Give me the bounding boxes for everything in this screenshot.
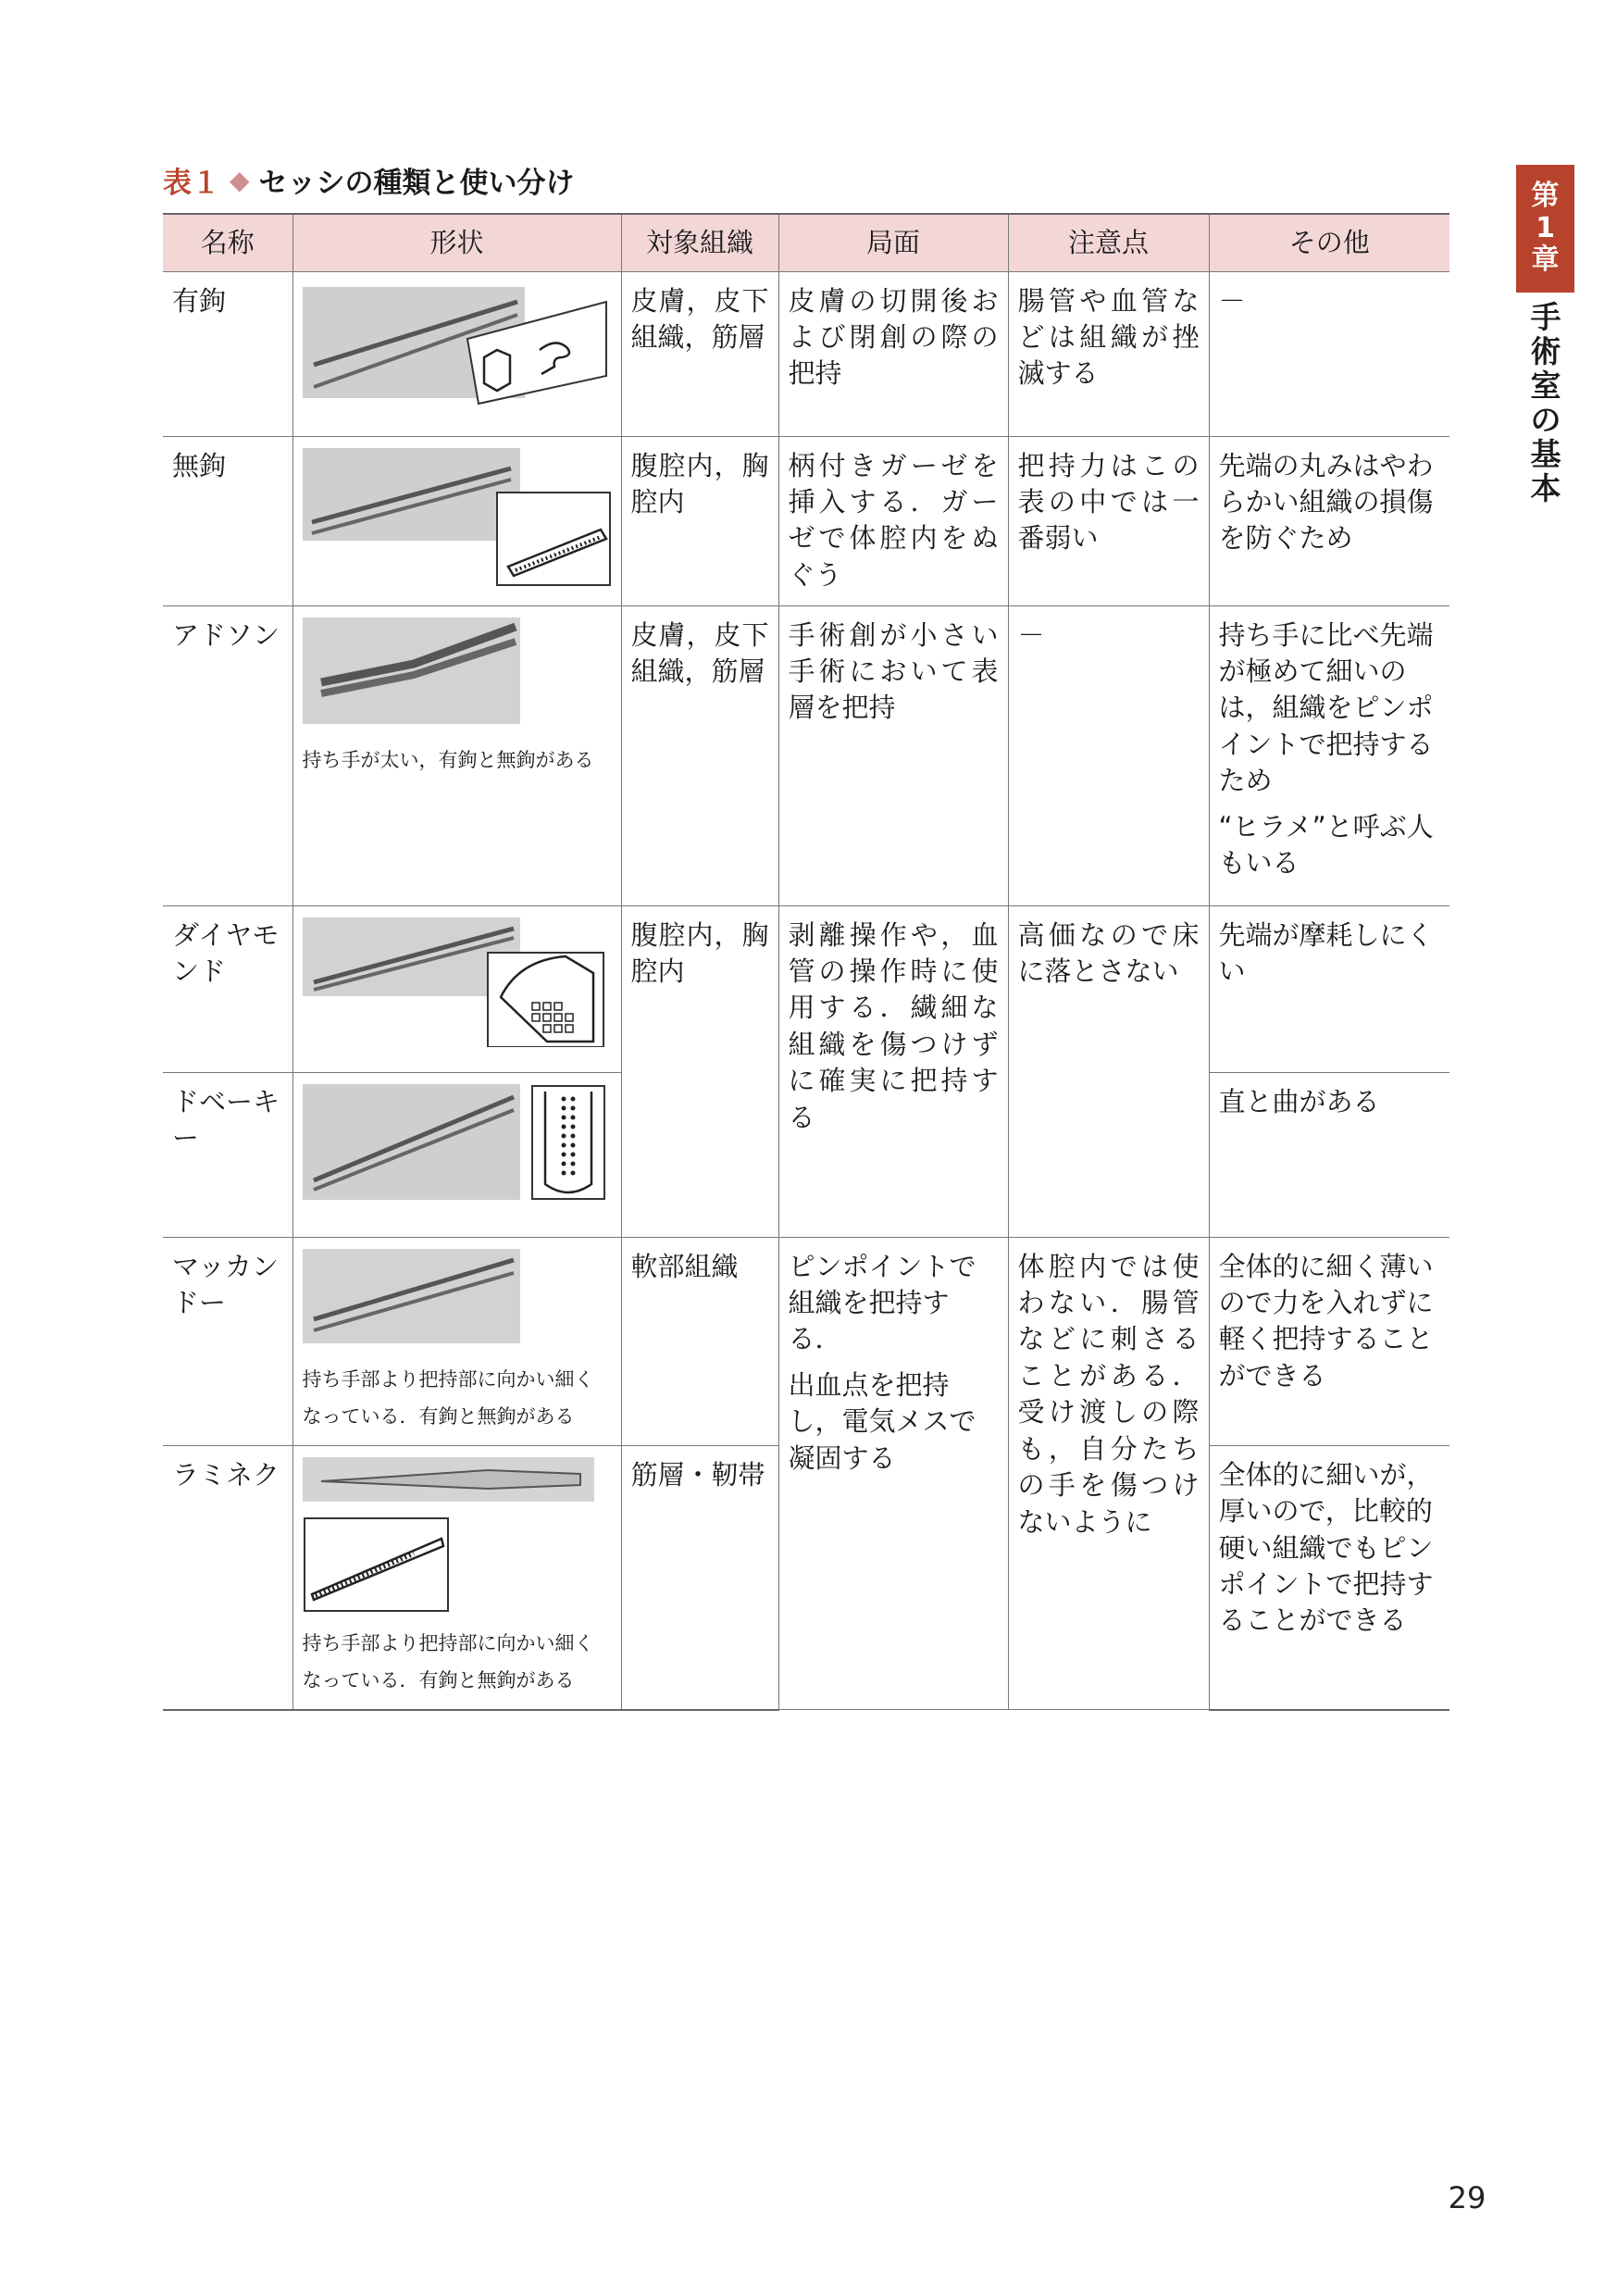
mccandow-forceps-image (303, 1249, 520, 1343)
diamond-icon: ◆ (230, 164, 250, 195)
header-other: その他 (1209, 214, 1449, 271)
row-caution: 把持力はこの表の中では一番弱い (1008, 436, 1209, 605)
row-phase: 剥離操作や，血管の操作時に使用する．繊細な組織を傷つけずに確実に把持する (778, 905, 1008, 1237)
row-phase-2: 出血点を把持し，電気メスで凝固する (788, 1368, 976, 1474)
table-row (163, 1237, 1449, 1445)
table-row (163, 436, 1449, 605)
header-caution: 注意点 (1008, 214, 1209, 271)
chapter-title-char: 室 (1530, 367, 1561, 404)
row-other: 全体的に細いが，厚いので，比較的硬い組織でもピンポイントで把持することができる (1209, 1445, 1449, 1710)
table-row (163, 905, 1449, 1072)
row-other: 直と曲がある (1209, 1072, 1449, 1237)
row-phase: 手術創が小さい手術において表層を把持 (778, 605, 1008, 905)
header-phase: 局面 (778, 214, 1008, 271)
row-tissue: 筋層・靭帯 (621, 1445, 778, 1710)
shape-cell (292, 271, 621, 436)
row-name: 無鉤 (163, 436, 292, 605)
shape-cell (292, 1072, 621, 1237)
laminek-forceps-image (303, 1457, 599, 1615)
chapter-title-char: 基 (1530, 435, 1561, 472)
table-title-text: セッシの種類と使い分け (258, 166, 575, 200)
shape-note: 持ち手が太い，有鉤と無鉤がある (302, 748, 594, 771)
row-name: 有鉤 (163, 271, 292, 436)
row-name: ダイヤモンド (163, 905, 292, 1072)
row-caution: 腸管や血管などは組織が挫滅する (1008, 271, 1209, 436)
row-tissue: 腹腔内，胸腔内 (621, 905, 778, 1237)
row-other-2: “ヒラメ”と呼ぶ人もいる (1218, 810, 1434, 880)
header-name: 名称 (163, 214, 292, 271)
row-phase: 皮膚の切開後および閉創の際の把持 (778, 271, 1008, 436)
row-phase-cell (778, 1237, 1008, 1710)
row-other: 持ち手に比べ先端が極めて細いのは，組織をピンポイントで把持するため (1218, 618, 1434, 797)
shape-cell (292, 1237, 621, 1445)
shape-cell (292, 1445, 621, 1710)
row-caution: 高価なので床に落とさない (1008, 905, 1209, 1237)
table-row (163, 271, 1449, 436)
toothed-forceps-image (303, 283, 613, 413)
row-phase: ピンポイントで組織を把持する． (788, 1250, 976, 1355)
chapter-number: 1 (1536, 211, 1555, 244)
smooth-forceps-image (303, 448, 613, 587)
table-title (163, 159, 575, 200)
table-row (163, 605, 1449, 905)
row-phase: 柄付きガーゼを挿入する．ガーゼで体腔内をぬぐう (778, 436, 1008, 605)
row-other: 先端が摩耗しにくい (1209, 905, 1449, 1072)
chapter-title (1525, 301, 1566, 506)
shape-cell (292, 905, 621, 1072)
row-name: マッカンドー (163, 1237, 292, 1445)
chapter-prefix: 第 (1531, 180, 1560, 213)
row-caution: 体腔内では使わない．腸管などに刺さることがある．受け渡しの際も，自分たちの手を傷つけないように (1008, 1237, 1209, 1710)
row-other-cell (1209, 605, 1449, 905)
row-name: アドソン (163, 605, 292, 905)
forceps-table (163, 213, 1449, 1711)
row-other: 全体的に細く薄いので力を入れずに軽く把持することができる (1209, 1237, 1449, 1445)
row-name: ドベーキー (163, 1072, 292, 1237)
row-tissue: 軟部組織 (621, 1237, 778, 1445)
debakey-forceps-image (303, 1084, 613, 1204)
row-tissue: 皮膚，皮下組織，筋層 (621, 271, 778, 436)
shape-note: 持ち手部より把持部に向かい細くなっている．有鉤と無鉤がある (302, 1367, 594, 1428)
table-label: 表１ (163, 166, 220, 200)
row-other: － (1209, 271, 1449, 436)
chapter-title-char: 手 (1530, 299, 1561, 335)
shape-cell (292, 436, 621, 605)
table-header-row (163, 214, 1449, 271)
chapter-title-char: 本 (1530, 469, 1561, 506)
chapter-tab (1516, 165, 1574, 293)
chapter-title-char: の (1530, 401, 1561, 438)
row-tissue: 皮膚，皮下組織，筋層 (621, 605, 778, 905)
row-tissue: 腹腔内，胸腔内 (621, 436, 778, 605)
page-number: 29 (1448, 2180, 1486, 2215)
shape-cell (292, 605, 621, 905)
chapter-title-char: 術 (1530, 332, 1561, 369)
shape-note: 持ち手部より把持部に向かい細くなっている．有鉤と無鉤がある (302, 1632, 594, 1692)
diamond-forceps-image (303, 917, 613, 1047)
header-shape: 形状 (292, 214, 621, 271)
header-tissue: 対象組織 (621, 214, 778, 271)
row-name: ラミネク (163, 1445, 292, 1710)
adson-forceps-image (303, 618, 520, 724)
chapter-suffix: 章 (1531, 243, 1560, 277)
row-other: 先端の丸みはやわらかい組織の損傷を防ぐため (1209, 436, 1449, 605)
row-caution: － (1008, 605, 1209, 905)
